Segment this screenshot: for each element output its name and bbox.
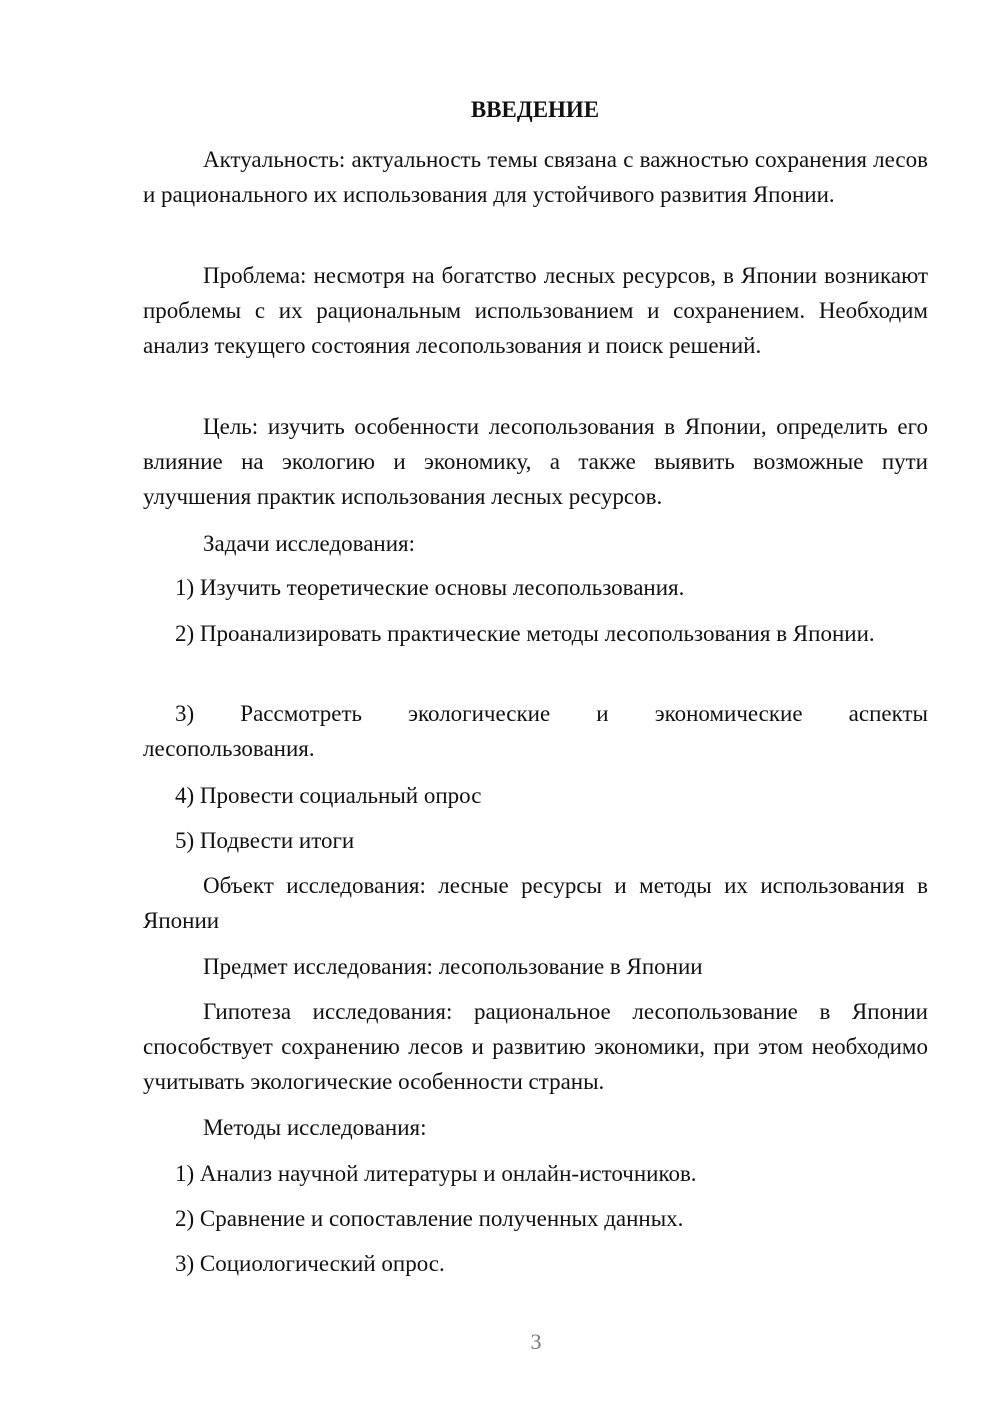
methods-heading: Методы исследования:: [203, 1115, 427, 1140]
task-item: 1) Изучить теоретические основы лесопользования.: [175, 575, 685, 600]
task-item: 4) Провести социальный опрос: [175, 783, 482, 808]
task-item: 5) Подвести итоги: [175, 828, 355, 853]
paragraph-goal: Цель: изучить особенности лесопользования в Японии, определить его влияние на экологию и экономику, а также выявить возможные пути улучшения практик использования лесных ресурсов.: [143, 414, 928, 509]
page-title: ВВЕДЕНИЕ: [470, 97, 600, 122]
tasks-heading: Задачи исследования:: [203, 531, 416, 556]
task-item: 2) Проанализировать практические методы лесопользования в Японии.: [175, 621, 875, 646]
method-item: 2) Сравнение и сопоставление полученных данных.: [175, 1206, 684, 1231]
paragraph-relevance: Актуальность: актуальность темы связана с важностью сохранения лесов и рационального их использования для устойчивого развития Японии.: [143, 147, 928, 207]
paragraph-object: Объект исследования: лесные ресурсы и методы их использования в Японии: [143, 873, 928, 933]
task-item: 3) Рассмотреть экологические и экономические аспекты лесопользования.: [143, 701, 928, 761]
method-item: 1) Анализ научной литературы и онлайн-источников.: [175, 1161, 697, 1186]
method-item: 3) Социологический опрос.: [175, 1251, 445, 1276]
paragraph-problem: Проблема: несмотря на богатство лесных ресурсов, в Японии возникают проблемы с их рациональным использованием и сохранением. Необходим анализ текущего состояния лесопользования и поиск решений.: [143, 263, 928, 358]
paragraph-hypothesis: Гипотеза исследования: рациональное лесопользование в Японии способствует сохранению лесов и развитию экономики, при этом необходимо учитывать экологические особенности страны.: [143, 999, 928, 1094]
page-number: 3: [530, 1329, 542, 1354]
paragraph-subject: Предмет исследования: лесопользование в Японии: [203, 954, 703, 979]
